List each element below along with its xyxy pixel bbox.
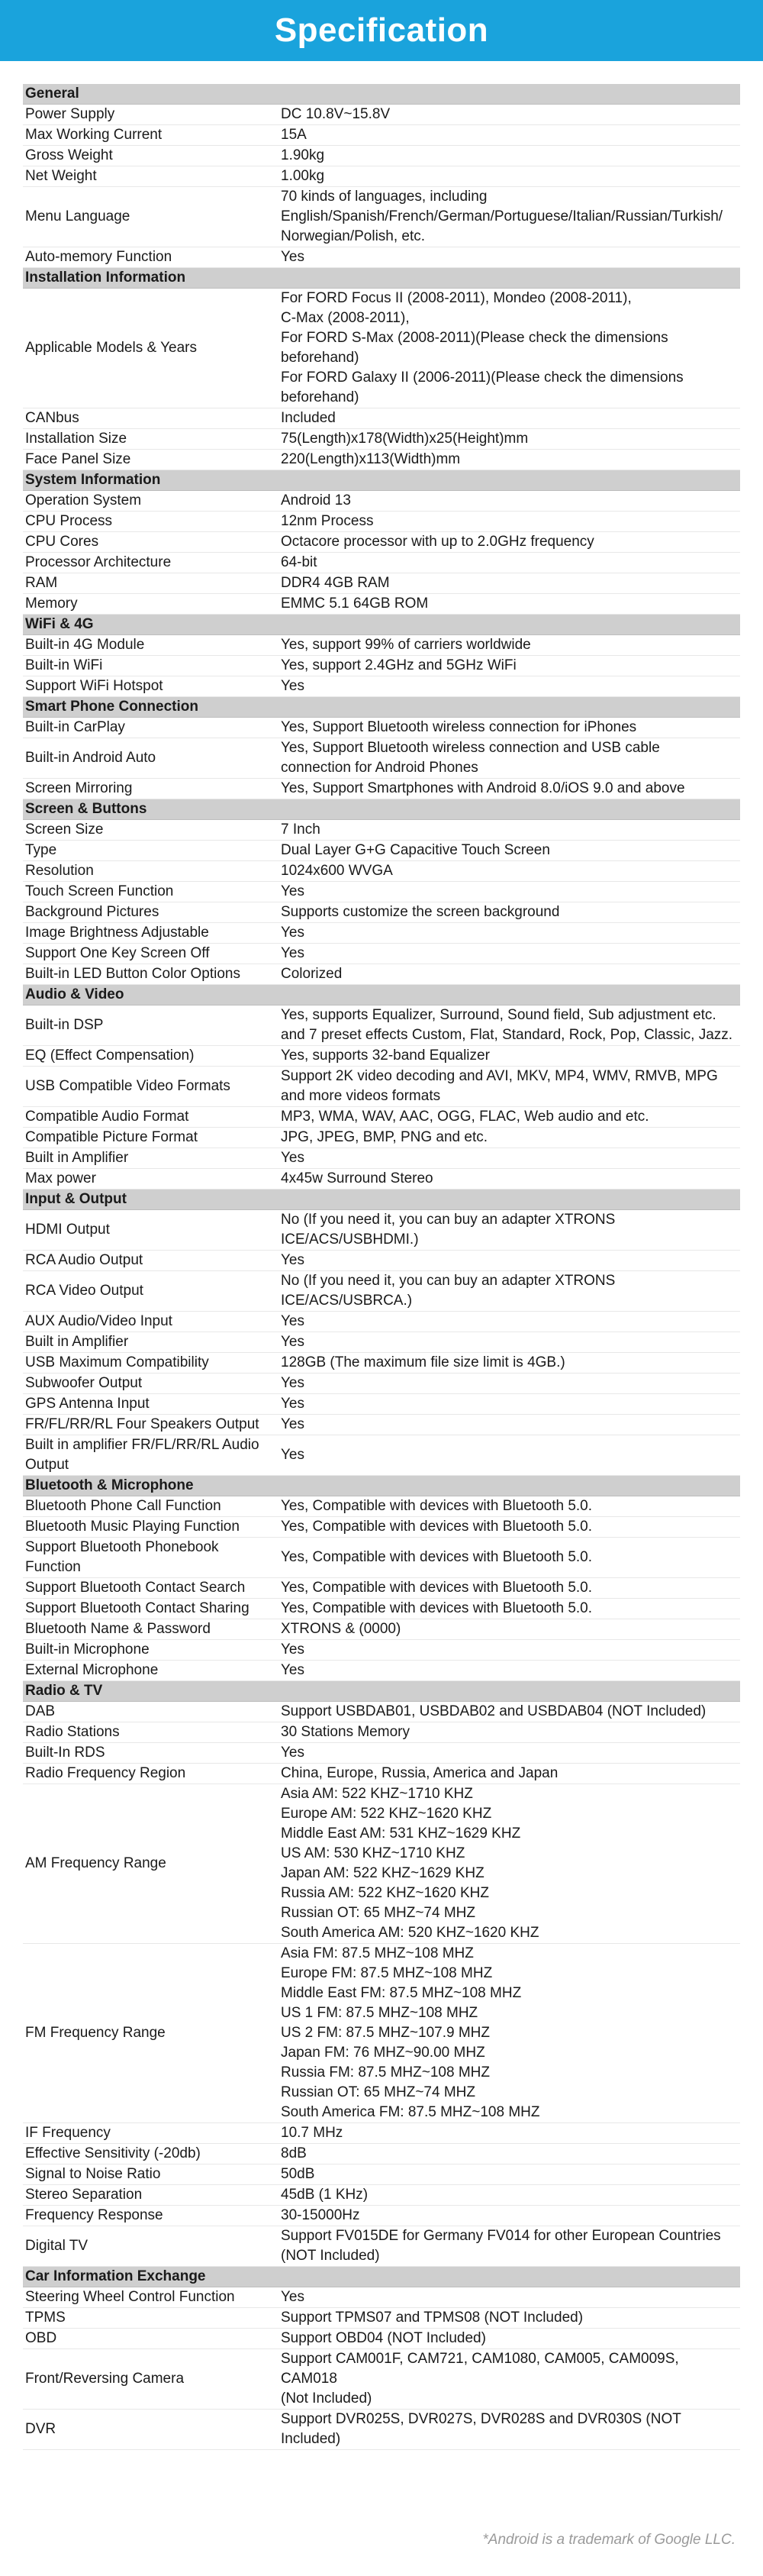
spec-value: Yes [278, 1743, 740, 1764]
spec-row [23, 187, 740, 247]
spec-value: Yes [278, 1435, 740, 1476]
section-title: Screen & Buttons [23, 799, 740, 820]
spec-row [23, 594, 740, 615]
spec-label: OBD [23, 2329, 278, 2349]
spec-row [23, 408, 740, 429]
spec-value: No (If you need it, you can buy an adapter XTRONS ICE/ACS/USBRCA.) [278, 1271, 740, 1312]
spec-value: 75(Length)x178(Width)x25(Height)mm [278, 429, 740, 450]
spec-row [23, 2144, 740, 2164]
spec-label: Operation System [23, 491, 278, 512]
spec-value: 50dB [278, 2164, 740, 2185]
spec-value: Support TPMS07 and TPMS08 (NOT Included) [278, 2308, 740, 2329]
spec-row [23, 2185, 740, 2206]
spec-value: Yes, Support Smartphones with Android 8.0/iOS 9.0 and above [278, 779, 740, 799]
spec-row [23, 2410, 740, 2450]
spec-label: External Microphone [23, 1661, 278, 1681]
section-header [23, 697, 740, 718]
spec-value: Yes [278, 944, 740, 964]
spec-label: Built-in CarPlay [23, 718, 278, 738]
spec-value: Dual Layer G+G Capacitive Touch Screen [278, 841, 740, 861]
spec-value: Support FV015DE for Germany FV014 for other European Countries (NOT Included) [278, 2226, 740, 2267]
spec-value: Support OBD04 (NOT Included) [278, 2329, 740, 2349]
spec-label: TPMS [23, 2308, 278, 2329]
spec-label: Signal to Noise Ratio [23, 2164, 278, 2185]
spec-value: Yes, Support Bluetooth wireless connection for iPhones [278, 718, 740, 738]
spec-row [23, 247, 740, 268]
spec-row [23, 2287, 740, 2308]
spec-value: Yes, Compatible with devices with Bluetooth 5.0. [278, 1578, 740, 1599]
spec-label: Type [23, 841, 278, 861]
spec-label: Gross Weight [23, 146, 278, 166]
spec-value: Yes [278, 1374, 740, 1394]
spec-row [23, 1415, 740, 1435]
spec-label: Built-in Microphone [23, 1640, 278, 1661]
spec-label: Bluetooth Name & Password [23, 1619, 278, 1640]
spec-table-container [23, 84, 740, 2450]
spec-value: Asia FM: 87.5 MHZ~108 MHZ Europe FM: 87.5 MHZ~108 MHZ Middle East FM: 87.5 MHZ~108 MHZ US 1 FM: 87.5 MHZ~108 MHZ US 2 FM: 87.5 MHZ~107.9 MHZ Japan FM: 76 MHZ~90.00 MHZ Russia FM: 87.5 MHZ~108 MHZ Russian OT: 65 MHZ~74 MHZ South America FM: 87.5 MHZ~108 MHZ [278, 1944, 740, 2123]
spec-value: XTRONS & (0000) [278, 1619, 740, 1640]
spec-label: Built-in DSP [23, 1006, 278, 1046]
spec-value: Included [278, 408, 740, 429]
spec-row [23, 429, 740, 450]
spec-value: JPG, JPEG, BMP, PNG and etc. [278, 1128, 740, 1148]
spec-row [23, 1312, 740, 1332]
page-title: Specification [274, 11, 489, 49]
spec-label: Built-in LED Button Color Options [23, 964, 278, 985]
spec-row [23, 2123, 740, 2144]
spec-row [23, 1148, 740, 1169]
spec-label: Support Bluetooth Contact Sharing [23, 1599, 278, 1619]
spec-label: Resolution [23, 861, 278, 882]
spec-label: CPU Process [23, 512, 278, 532]
section-title: Radio & TV [23, 1681, 740, 1702]
spec-label: Built-in 4G Module [23, 635, 278, 656]
spec-value: Yes, Compatible with devices with Bluetooth 5.0. [278, 1599, 740, 1619]
spec-label: Built-in Android Auto [23, 738, 278, 779]
spec-value: 1.90kg [278, 146, 740, 166]
spec-label: Built-In RDS [23, 1743, 278, 1764]
spec-label: DVR [23, 2410, 278, 2450]
spec-value: Support CAM001F, CAM721, CAM1080, CAM005, CAM009S, CAM018 (Not Included) [278, 2349, 740, 2410]
spec-value: Yes, support 2.4GHz and 5GHz WiFi [278, 656, 740, 676]
spec-label: Processor Architecture [23, 553, 278, 573]
spec-row [23, 779, 740, 799]
spec-row [23, 1702, 740, 1722]
section-header [23, 268, 740, 289]
spec-label: CANbus [23, 408, 278, 429]
spec-value: China, Europe, Russia, America and Japan [278, 1764, 740, 1784]
spec-row [23, 1107, 740, 1128]
spec-label: RCA Audio Output [23, 1251, 278, 1271]
spec-label: GPS Antenna Input [23, 1394, 278, 1415]
spec-row [23, 2226, 740, 2267]
spec-row [23, 1435, 740, 1476]
spec-row [23, 1374, 740, 1394]
spec-value: Yes [278, 2287, 740, 2308]
spec-row [23, 166, 740, 187]
spec-value: Yes [278, 923, 740, 944]
section-title: Car Information Exchange [23, 2267, 740, 2287]
spec-row [23, 944, 740, 964]
section-header [23, 985, 740, 1006]
spec-row [23, 1128, 740, 1148]
spec-value: Yes, support 99% of carriers worldwide [278, 635, 740, 656]
spec-label: Support Bluetooth Contact Search [23, 1578, 278, 1599]
spec-label: Face Panel Size [23, 450, 278, 470]
spec-row [23, 1006, 740, 1046]
spec-label: Menu Language [23, 187, 278, 247]
spec-value: Supports customize the screen background [278, 902, 740, 923]
spec-row [23, 1538, 740, 1578]
spec-row [23, 1640, 740, 1661]
spec-value: Yes [278, 882, 740, 902]
trademark-note: *Android is a trademark of Google LLC. [482, 2532, 736, 2548]
section-header [23, 2267, 740, 2287]
section-title: Audio & Video [23, 985, 740, 1006]
spec-label: Subwoofer Output [23, 1374, 278, 1394]
spec-label: Digital TV [23, 2226, 278, 2267]
spec-label: Background Pictures [23, 902, 278, 923]
spec-value: 4x45w Surround Stereo [278, 1169, 740, 1190]
spec-value: Yes, supports Equalizer, Surround, Sound field, Sub adjustment etc. and 7 preset effects Custom, Flat, Standard, Rock, Pop, Classic, Jazz. [278, 1006, 740, 1046]
spec-row [23, 1784, 740, 1944]
spec-value: 1024x600 WVGA [278, 861, 740, 882]
section-title: System Information [23, 470, 740, 491]
spec-value: No (If you need it, you can buy an adapter XTRONS ICE/ACS/USBHDMI.) [278, 1210, 740, 1251]
spec-value: 70 kinds of languages, including English/Spanish/French/German/Portuguese/Italian/Russian/Turkish/ Norwegian/Polish, etc. [278, 187, 740, 247]
spec-value: DDR4 4GB RAM [278, 573, 740, 594]
spec-row [23, 1169, 740, 1190]
spec-label: Effective Sensitivity (-20db) [23, 2144, 278, 2164]
spec-label: Max Working Current [23, 125, 278, 146]
section-title: WiFi & 4G [23, 615, 740, 635]
spec-row [23, 1578, 740, 1599]
section-header [23, 615, 740, 635]
spec-table [23, 84, 740, 2450]
spec-row [23, 656, 740, 676]
spec-row [23, 1722, 740, 1743]
spec-row [23, 1394, 740, 1415]
spec-value: For FORD Focus II (2008-2011), Mondeo (2008-2011), C-Max (2008-2011), For FORD S-Max (2008-2011)(Please check the dimensions beforehand) For FORD Galaxy II (2006-2011)(Please check the dimensions beforehand) [278, 289, 740, 408]
section-title: General [23, 84, 740, 105]
spec-row [23, 1496, 740, 1517]
section-header [23, 1190, 740, 1210]
spec-label: FR/FL/RR/RL Four Speakers Output [23, 1415, 278, 1435]
spec-value: Yes [278, 1332, 740, 1353]
spec-value: 30-15000Hz [278, 2206, 740, 2226]
spec-row [23, 676, 740, 697]
spec-label: Built in Amplifier [23, 1332, 278, 1353]
section-title: Smart Phone Connection [23, 697, 740, 718]
spec-label: Radio Frequency Region [23, 1764, 278, 1784]
spec-row [23, 882, 740, 902]
section-title: Installation Information [23, 268, 740, 289]
spec-value: Asia AM: 522 KHZ~1710 KHZ Europe AM: 522 KHZ~1620 KHZ Middle East AM: 531 KHZ~1629 KHZ US AM: 530 KHZ~1710 KHZ Japan AM: 522 KHZ~1629 KHZ Russia AM: 522 KHZ~1620 KHZ Russian OT: 65 MHZ~74 MHZ South America AM: 520 KHZ~1620 KHZ [278, 1784, 740, 1944]
spec-label: Front/Reversing Camera [23, 2349, 278, 2410]
spec-value: 64-bit [278, 553, 740, 573]
spec-label: Installation Size [23, 429, 278, 450]
spec-label: CPU Cores [23, 532, 278, 553]
spec-value: 128GB (The maximum file size limit is 4GB.) [278, 1353, 740, 1374]
spec-label: Applicable Models & Years [23, 289, 278, 408]
spec-value: Yes [278, 1312, 740, 1332]
spec-row [23, 1944, 740, 2123]
spec-label: Support One Key Screen Off [23, 944, 278, 964]
spec-label: RAM [23, 573, 278, 594]
spec-label: Memory [23, 594, 278, 615]
spec-label: Compatible Picture Format [23, 1128, 278, 1148]
spec-value: Yes [278, 1148, 740, 1169]
spec-value: 12nm Process [278, 512, 740, 532]
spec-row [23, 841, 740, 861]
spec-row [23, 105, 740, 125]
spec-label: Image Brightness Adjustable [23, 923, 278, 944]
spec-value: 10.7 MHz [278, 2123, 740, 2144]
spec-label: HDMI Output [23, 1210, 278, 1251]
spec-value: 15A [278, 125, 740, 146]
spec-row [23, 1251, 740, 1271]
spec-row [23, 573, 740, 594]
spec-row [23, 289, 740, 408]
spec-table-body [23, 84, 740, 2450]
spec-value: Support USBDAB01, USBDAB02 and USBDAB04 (NOT Included) [278, 1702, 740, 1722]
spec-label: Built in amplifier FR/FL/RR/RL Audio Output [23, 1435, 278, 1476]
spec-label: RCA Video Output [23, 1271, 278, 1312]
spec-row [23, 1743, 740, 1764]
spec-label: Max power [23, 1169, 278, 1190]
section-title: Bluetooth & Microphone [23, 1476, 740, 1496]
spec-row [23, 902, 740, 923]
spec-label: AUX Audio/Video Input [23, 1312, 278, 1332]
spec-value: Yes [278, 1251, 740, 1271]
section-header [23, 470, 740, 491]
spec-row [23, 1353, 740, 1374]
spec-label: Compatible Audio Format [23, 1107, 278, 1128]
spec-value: Yes, Support Bluetooth wireless connection and USB cable connection for Android Phones [278, 738, 740, 779]
spec-value: Yes [278, 1661, 740, 1681]
spec-label: Net Weight [23, 166, 278, 187]
spec-row [23, 923, 740, 944]
spec-row [23, 512, 740, 532]
spec-value: Yes, Compatible with devices with Bluetooth 5.0. [278, 1538, 740, 1578]
spec-value: Yes, supports 32-band Equalizer [278, 1046, 740, 1067]
spec-label: Bluetooth Phone Call Function [23, 1496, 278, 1517]
section-header [23, 799, 740, 820]
spec-label: USB Compatible Video Formats [23, 1067, 278, 1107]
spec-row [23, 2164, 740, 2185]
spec-value: Android 13 [278, 491, 740, 512]
spec-row [23, 532, 740, 553]
spec-label: EQ (Effect Compensation) [23, 1046, 278, 1067]
spec-label: Auto-memory Function [23, 247, 278, 268]
spec-row [23, 635, 740, 656]
spec-value: 8dB [278, 2144, 740, 2164]
spec-value: Colorized [278, 964, 740, 985]
section-header [23, 1681, 740, 1702]
spec-label: Built in Amplifier [23, 1148, 278, 1169]
spec-row [23, 1210, 740, 1251]
section-header [23, 84, 740, 105]
spec-row [23, 2206, 740, 2226]
spec-value: 7 Inch [278, 820, 740, 841]
spec-value: DC 10.8V~15.8V [278, 105, 740, 125]
spec-value: Yes, Compatible with devices with Bluetooth 5.0. [278, 1496, 740, 1517]
spec-row [23, 861, 740, 882]
spec-row [23, 1067, 740, 1107]
spec-row [23, 1661, 740, 1681]
spec-label: Built-in WiFi [23, 656, 278, 676]
spec-value: 220(Length)x113(Width)mm [278, 450, 740, 470]
spec-label: Screen Size [23, 820, 278, 841]
spec-row [23, 1517, 740, 1538]
spec-label: Screen Mirroring [23, 779, 278, 799]
spec-label: Touch Screen Function [23, 882, 278, 902]
spec-label: Support Bluetooth Phonebook Function [23, 1538, 278, 1578]
section-header [23, 1476, 740, 1496]
spec-row [23, 718, 740, 738]
spec-value: Yes [278, 1394, 740, 1415]
spec-row [23, 1271, 740, 1312]
title-banner [0, 0, 763, 61]
spec-row [23, 738, 740, 779]
spec-label: Frequency Response [23, 2206, 278, 2226]
spec-row [23, 2349, 740, 2410]
spec-label: Stereo Separation [23, 2185, 278, 2206]
spec-row [23, 1599, 740, 1619]
spec-row [23, 491, 740, 512]
spec-row [23, 1619, 740, 1640]
spec-row [23, 450, 740, 470]
spec-label: Bluetooth Music Playing Function [23, 1517, 278, 1538]
spec-row [23, 1046, 740, 1067]
spec-row [23, 1332, 740, 1353]
section-title: Input & Output [23, 1190, 740, 1210]
spec-label: IF Frequency [23, 2123, 278, 2144]
spec-value: Yes [278, 1640, 740, 1661]
spec-label: Support WiFi Hotspot [23, 676, 278, 697]
spec-value: 45dB (1 KHz) [278, 2185, 740, 2206]
spec-row [23, 2329, 740, 2349]
spec-label: AM Frequency Range [23, 1784, 278, 1944]
spec-value: Yes [278, 247, 740, 268]
spec-value: EMMC 5.1 64GB ROM [278, 594, 740, 615]
spec-row [23, 125, 740, 146]
spec-value: Support DVR025S, DVR027S, DVR028S and DVR030S (NOT Included) [278, 2410, 740, 2450]
spec-value: 30 Stations Memory [278, 1722, 740, 1743]
spec-label: FM Frequency Range [23, 1944, 278, 2123]
spec-value: Yes, Compatible with devices with Bluetooth 5.0. [278, 1517, 740, 1538]
spec-row [23, 2308, 740, 2329]
spec-label: USB Maximum Compatibility [23, 1353, 278, 1374]
spec-label: DAB [23, 1702, 278, 1722]
spec-row [23, 820, 740, 841]
spec-row [23, 553, 740, 573]
spec-value: MP3, WMA, WAV, AAC, OGG, FLAC, Web audio and etc. [278, 1107, 740, 1128]
spec-label: Power Supply [23, 105, 278, 125]
spec-row [23, 1764, 740, 1784]
spec-value: 1.00kg [278, 166, 740, 187]
spec-label: Steering Wheel Control Function [23, 2287, 278, 2308]
spec-value: Yes [278, 1415, 740, 1435]
spec-row [23, 964, 740, 985]
spec-value: Yes [278, 676, 740, 697]
spec-value: Octacore processor with up to 2.0GHz frequency [278, 532, 740, 553]
spec-row [23, 146, 740, 166]
spec-label: Radio Stations [23, 1722, 278, 1743]
spec-value: Support 2K video decoding and AVI, MKV, MP4, WMV, RMVB, MPG and more videos formats [278, 1067, 740, 1107]
